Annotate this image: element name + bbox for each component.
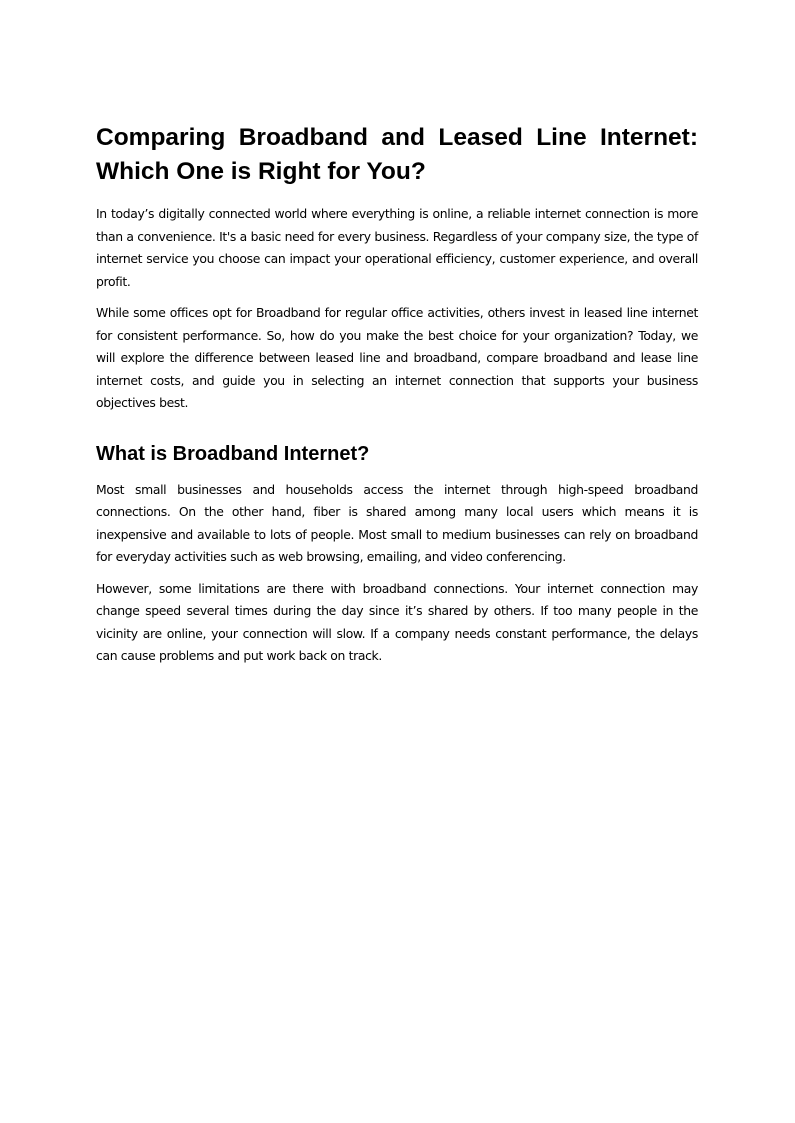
intro-paragraph: While some offices opt for Broadband for regular office activities, others invest in leased line internet for consistent performance. So, how do you make the best choice for your organization? Today, we will explore the difference between leased line and broadband, compare broadband and lease line internet costs, and guide you in selecting an internet connection that supports your business objectives best. <box>96 305 698 410</box>
document-title: Comparing Broadband and Leased Line Internet: Which One is Right for You? <box>96 124 698 185</box>
body-paragraph: Most small businesses and households access the internet through high-speed broadband connections. On the other hand, fiber is shared among many local users which means it is inexpensive and available to lots of people. Most small to medium businesses can rely on broadband for everyday activities such as web browsing, emailing, and video conferencing. <box>96 481 698 564</box>
section-heading: What is Broadband Internet? <box>96 442 370 465</box>
intro-paragraph: In today’s digitally connected world where everything is online, a reliable internet connection is more than a convenience. It's a basic need for every business. Regardless of your company size, the type of internet service you choose can impact your operational efficiency, customer experience, and overall profit. <box>96 206 698 289</box>
document-page <box>96 121 698 677</box>
body-paragraph: However, some limitations are there with broadband connections. Your internet connection may change speed several times during the day since it’s shared by others. If too many people in the vicinity are online, your connection will slow. If a company needs constant performance, the delays can cause problems and put work back on track. <box>96 580 698 663</box>
